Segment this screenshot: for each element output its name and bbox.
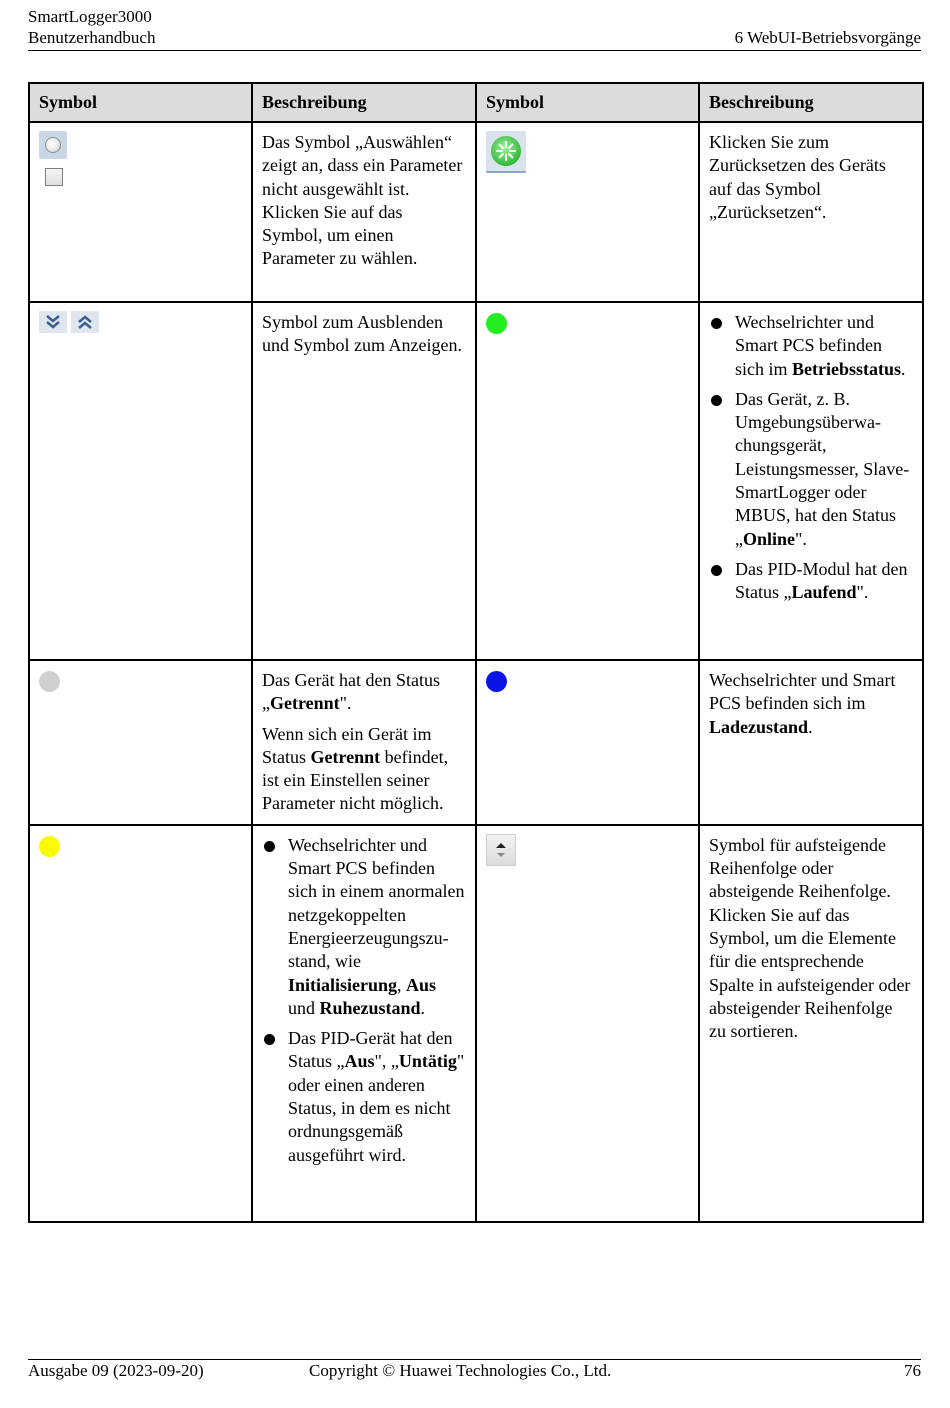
grey-status-dot-icon <box>39 671 60 692</box>
description-cell <box>699 825 923 1222</box>
header-divider <box>28 50 921 51</box>
description-cell <box>699 122 923 302</box>
expand-icon <box>71 311 99 333</box>
header-symbol-2: Symbol <box>476 83 699 122</box>
checkbox-unselected-icon <box>45 168 63 186</box>
chapter-title: 6 WebUI-Betriebsvorgänge <box>734 28 921 47</box>
symbol-cell <box>476 660 699 825</box>
symbol-cell <box>476 825 699 1222</box>
collapse-expand-description: Symbol zum Ausblenden und Symbol zum Anzeigen. <box>262 312 462 356</box>
issue-date: Ausgabe 09 (2023-09-20) <box>28 1361 204 1380</box>
description-cell <box>252 825 476 1222</box>
select-description: Das Symbol „Auswählen“ zeigt an, dass ein Parameter nicht ausgewählt ist. Klicken Sie auf das Symbol, um einen Parameter zu wählen. <box>262 132 463 269</box>
description-cell <box>252 122 476 302</box>
table-row <box>29 660 923 825</box>
table-row <box>29 122 923 302</box>
page-header <box>28 6 921 48</box>
yellow-status-list <box>262 834 466 1167</box>
disconnected-note: Wenn sich ein Gerät im Status Getrennt befindet, ist ein Einstellen seiner Parameter nicht möglich. <box>262 723 449 814</box>
blue-status-dot-icon <box>486 671 507 692</box>
collapse-icon <box>39 311 67 333</box>
reset-description: Klicken Sie zum Zurücksetzen des Geräts auf das Symbol „Zurücksetzen“. <box>709 132 886 222</box>
header-description-1: Beschreibung <box>252 83 476 122</box>
list-item: Das Gerät, z. B. Umgebungsüberwa-chungsgerät, Leistungsmesser, Slave-SmartLogger oder MBUS, hat den Status „Online". <box>709 388 913 551</box>
symbol-cell <box>29 122 252 302</box>
green-status-list <box>709 311 913 605</box>
charging-description: Wechselrichter und Smart PCS befinden sich im Ladezustand. <box>709 670 896 737</box>
list-item: Das PID-Modul hat den Status „Laufend". <box>709 558 913 605</box>
symbol-cell <box>29 302 252 660</box>
sort-icon <box>486 834 516 866</box>
radio-unselected-icon <box>39 131 67 159</box>
table-header-row <box>29 83 923 122</box>
symbol-cell <box>476 122 699 302</box>
list-item: Wechselrichter und Smart PCS befinden sich in einem anormalen netzgekoppelten Energieerzeugungszu-stand, wie Initialisierung, Aus und Ruhezustand. <box>262 834 466 1020</box>
yellow-status-dot-icon <box>39 836 60 857</box>
product-name: SmartLogger3000 <box>28 7 152 26</box>
list-item: Wechselrichter und Smart PCS befinden sich im Betriebsstatus. <box>709 311 913 381</box>
header-symbol-1: Symbol <box>29 83 252 122</box>
symbol-cell <box>29 660 252 825</box>
description-cell <box>252 660 476 825</box>
disconnected-description: Das Gerät hat den Status „Getrennt". <box>262 670 440 714</box>
reset-icon <box>486 131 526 173</box>
table-row <box>29 825 923 1222</box>
symbol-table <box>28 82 924 1223</box>
symbol-cell <box>476 302 699 660</box>
description-cell <box>699 302 923 660</box>
header-description-2: Beschreibung <box>699 83 923 122</box>
description-cell <box>699 660 923 825</box>
page-number: 76 <box>904 1361 921 1380</box>
green-status-dot-icon <box>486 313 507 334</box>
list-item: Das PID-Gerät hat den Status „Aus", „Untätig" oder einen anderen Status, in dem es nicht ordnungsgemäß ausgeführt wird. <box>262 1027 466 1167</box>
symbol-cell <box>29 825 252 1222</box>
copyright: Copyright © Huawei Technologies Co., Ltd. <box>309 1361 612 1380</box>
manual-title: Benutzerhandbuch <box>28 28 156 47</box>
description-cell <box>252 302 476 660</box>
sort-description: Symbol für aufsteigende Reihenfolge oder absteigende Reihenfolge. Klicken Sie auf das Symbol, um die Elemente für die entsprechende Spalte in aufsteigender oder absteigender Reihenfolge zu sortieren. <box>709 834 911 1042</box>
table-row <box>29 302 923 660</box>
